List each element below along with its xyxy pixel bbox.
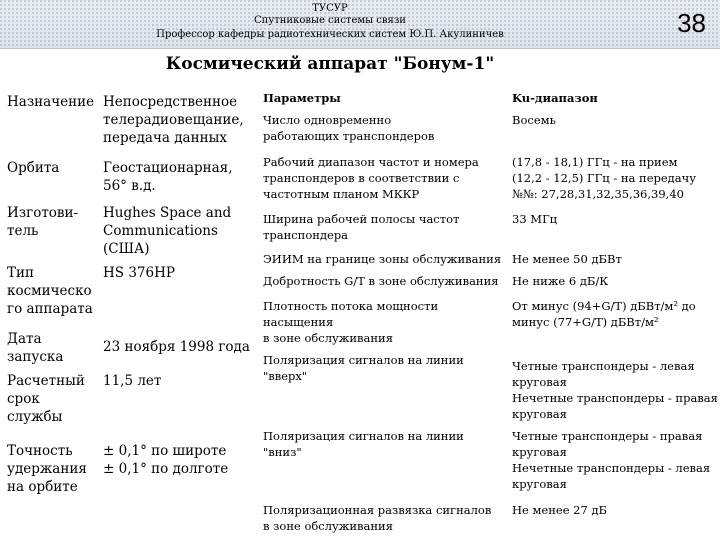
parameter-name: Число одновременно работающих транспондеров xyxy=(263,113,435,143)
info-value: 11,5 лет xyxy=(103,373,162,389)
parameters-table xyxy=(263,90,718,538)
info-key: Расчетный срок службы xyxy=(7,373,85,425)
university-name: ТУСУР xyxy=(312,3,348,14)
table-row xyxy=(263,298,718,352)
info-value: ± 0,1° по широте ± 0,1° по долготе xyxy=(103,443,229,477)
parameter-name: Поляризация сигналов на линии "вниз" xyxy=(263,429,464,459)
parameter-name: Поляризационная развязка сигналов в зоне обслуживания xyxy=(263,503,492,533)
parameter-value: Четные транспондеры - правая круговая Нечетные транспондеры - левая круговая xyxy=(512,429,711,491)
info-row-orbit xyxy=(7,159,255,204)
info-key: Изготови- тель xyxy=(7,205,79,239)
table-row xyxy=(263,428,718,502)
slide-title: Космический аппарат "Бонум-1" xyxy=(165,54,495,74)
table-row xyxy=(263,502,718,538)
info-key: Дата запуска xyxy=(7,331,64,365)
info-row-purpose xyxy=(7,93,255,159)
slide-number: 38 xyxy=(677,8,706,38)
info-value: HS 376HP xyxy=(103,265,175,281)
info-value: Геостационарная, 56° в.д. xyxy=(103,160,233,194)
info-key: Орбита xyxy=(7,160,60,176)
info-row-launch-date xyxy=(7,330,255,372)
info-value: 23 ноября 1998 года xyxy=(103,339,250,355)
parameter-value: 33 МГц xyxy=(512,212,558,226)
info-row-station-keeping xyxy=(7,442,255,502)
table-row xyxy=(263,112,718,154)
table-row xyxy=(263,273,718,298)
table-row xyxy=(263,154,718,211)
course-name: Спутниковые системы связи xyxy=(254,15,406,26)
info-value: Hughes Space and Communications (США) xyxy=(103,205,232,257)
parameters-header-row xyxy=(263,90,718,112)
author-line: Профессор кафедры радиотехнических систем Ю.П. Акулиничев xyxy=(156,29,504,40)
parameter-name: Плотность потока мощности насыщения в зоне обслуживания xyxy=(263,299,439,345)
info-row-spacecraft-type xyxy=(7,264,255,330)
parameter-value: От минус (94+G/T) дБВт/м² до минус (77+G/T) дБВт/м² xyxy=(512,299,696,329)
info-row-lifetime xyxy=(7,372,255,442)
info-key: Тип космическо го аппарата xyxy=(7,265,93,317)
slide-header xyxy=(0,0,720,49)
parameter-name: Добротность G/T в зоне обслуживания xyxy=(263,274,499,288)
info-value: Непосредственное телерадиовещание, передача данных xyxy=(103,94,244,146)
column-header-ku-band: Ku-диапазон xyxy=(512,91,598,105)
column-header-parameter: Параметры xyxy=(263,91,341,105)
parameter-value: (17,8 - 18,1) ГГц - на прием (12,2 - 12,5) ГГц - на передачу №№: 27,28,31,32,35,36,39,40 xyxy=(512,155,696,201)
info-row-manufacturer xyxy=(7,204,255,264)
table-row xyxy=(263,251,718,273)
table-row xyxy=(263,211,718,251)
satellite-info-table xyxy=(7,93,255,502)
info-key: Точность удержания на орбите xyxy=(7,443,87,495)
table-row xyxy=(263,352,718,428)
parameter-value: Не ниже 6 дБ/К xyxy=(512,274,609,288)
parameter-name: Поляризация сигналов на линии "вверх" xyxy=(263,353,464,383)
parameter-value: Четные транспондеры - левая круговая Нечетные транспондеры - правая круговая xyxy=(512,359,718,421)
parameter-name: Рабочий диапазон частот и номера транспондеров в соответствии с частотным планом МККР xyxy=(263,155,479,201)
info-key: Назначение xyxy=(7,94,95,110)
parameter-value: Восемь xyxy=(512,113,556,127)
parameter-name: ЭИИМ на границе зоны обслуживания xyxy=(263,252,502,266)
parameter-value: Не менее 27 дБ xyxy=(512,503,607,517)
parameter-value: Не менее 50 дБВт xyxy=(512,252,622,266)
parameter-name: Ширина рабочей полосы частот транспондера xyxy=(263,212,460,242)
